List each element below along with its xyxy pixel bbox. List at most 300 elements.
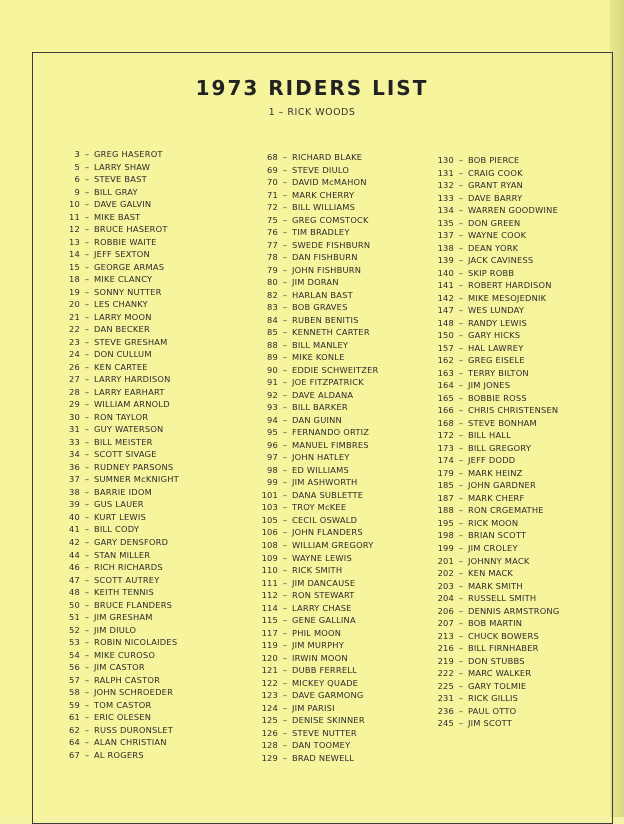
rider-name: DENISE SKINNER [292, 715, 365, 726]
dash-separator: – [84, 737, 90, 748]
rider-name: ERIC OLESEN [94, 712, 152, 723]
rider-row [48, 261, 218, 274]
rider-name: STAN MILLER [94, 549, 151, 560]
rider-number: 101 [261, 489, 278, 500]
rider-name: JIM JONES [468, 380, 511, 391]
rider-name: GARY TOLMIE [468, 680, 527, 691]
rider-number: 10 [69, 199, 80, 210]
rider-name: BRUCE HASEROT [94, 224, 168, 235]
rider-row [256, 389, 431, 402]
rider-number: 56 [69, 662, 80, 673]
dash-separator: – [282, 177, 288, 188]
rider-row [428, 442, 608, 455]
rider-name: BILL GRAY [94, 186, 138, 197]
dash-separator: – [458, 392, 464, 403]
dash-separator: – [458, 630, 464, 641]
rider-number: 72 [267, 202, 278, 213]
rider-name: DAVE BARRY [468, 192, 523, 203]
rider-name: MIKE BAST [94, 211, 141, 222]
rider-row [256, 602, 431, 615]
rider-row [48, 736, 218, 749]
riders-column-1 [48, 148, 218, 761]
rider-name: DAN TOOMEY [292, 740, 351, 751]
rider-number: 40 [69, 511, 80, 522]
rider-name: ROBERT HARDISON [468, 280, 552, 291]
rider-number: 195 [437, 517, 454, 528]
rider-number: 122 [261, 677, 278, 688]
rider-number: 139 [437, 255, 454, 266]
rider-row [428, 630, 608, 643]
rider-name: BILL HALL [468, 430, 511, 441]
rider-number: 36 [69, 461, 80, 472]
rider-name: TIM BRADLEY [292, 227, 350, 238]
rider-row [48, 386, 218, 399]
rider-name: RICK GILLIS [468, 693, 519, 704]
rider-name: IRWIN MOON [292, 652, 348, 663]
dash-separator: – [458, 705, 464, 716]
rider-number: 110 [261, 565, 278, 576]
rider-row [48, 498, 218, 511]
rider-number: 168 [437, 417, 454, 428]
dash-separator: – [282, 740, 288, 751]
dash-separator: – [282, 715, 288, 726]
dash-separator: – [84, 524, 90, 535]
dash-separator: – [282, 527, 288, 538]
rider-number: 26 [69, 361, 80, 372]
dash-separator: – [282, 552, 288, 563]
rider-number: 201 [437, 555, 454, 566]
rider-row [428, 617, 608, 630]
rider-number: 213 [437, 630, 454, 641]
rider-name: LARRY SHAW [94, 161, 151, 172]
rider-number: 22 [69, 324, 80, 335]
rider-name: JIM DIULO [94, 624, 137, 635]
rider-row [48, 373, 218, 386]
dash-separator: – [84, 474, 90, 485]
rider-row [48, 173, 218, 186]
rider-number: 28 [69, 386, 80, 397]
rider-number: 147 [437, 305, 454, 316]
rider-row [48, 223, 218, 236]
rider-number: 33 [69, 436, 80, 447]
rider-name: BOB GRAVES [292, 302, 348, 313]
rider-row [428, 179, 608, 192]
rider-row [256, 364, 431, 377]
page-subtitle: 1 – RICK WOODS [268, 107, 356, 118]
rider-number: 135 [437, 217, 454, 228]
rider-number: 21 [69, 311, 80, 322]
dash-separator: – [84, 499, 90, 510]
rider-name: BRIAN SCOTT [468, 530, 527, 541]
rider-number: 85 [267, 327, 278, 338]
rider-number: 71 [267, 189, 278, 200]
dash-separator: – [282, 640, 288, 651]
dash-separator: – [458, 517, 464, 528]
rider-name: DEAN YORK [468, 242, 519, 253]
rider-name: RICHARD BLAKE [292, 152, 363, 162]
rider-row [428, 404, 608, 417]
dash-separator: – [84, 486, 90, 497]
rider-row [48, 574, 218, 587]
dash-separator: – [84, 186, 90, 197]
dash-separator: – [282, 164, 288, 175]
rider-row [428, 392, 608, 405]
dash-separator: – [458, 492, 464, 503]
rider-name: JIM DORAN [292, 277, 339, 288]
rider-number: 93 [267, 402, 278, 413]
rider-number: 39 [69, 499, 80, 510]
rider-row [428, 705, 608, 718]
rider-name: STEVE NUTTER [292, 727, 357, 738]
dash-separator: – [458, 405, 464, 416]
rider-name: TERRY BILTON [468, 367, 529, 378]
rider-number: 140 [437, 267, 454, 278]
rider-number: 27 [69, 374, 80, 385]
rider-number: 11 [69, 211, 80, 222]
rider-name: JIM CASTOR [94, 662, 145, 673]
dash-separator: – [282, 727, 288, 738]
rider-number: 53 [69, 637, 80, 648]
rider-name: LARRY HARDISON [94, 374, 171, 385]
dash-separator: – [458, 192, 464, 203]
rider-name: CECIL OSWALD [292, 514, 358, 525]
rider-number: 52 [69, 624, 80, 635]
dash-separator: – [458, 480, 464, 491]
rider-row [256, 689, 431, 702]
rider-number: 174 [437, 455, 454, 466]
rider-row [428, 292, 608, 305]
dash-separator: – [282, 539, 288, 550]
rider-name: DAN BECKER [94, 324, 150, 335]
rider-number: 62 [69, 724, 80, 735]
rider-name: ED WILLIAMS [292, 464, 349, 475]
rider-number: 69 [267, 164, 278, 175]
rider-name: SCOTT SIVAGE [94, 449, 157, 460]
dash-separator: – [282, 477, 288, 488]
rider-row [428, 479, 608, 492]
rider-number: 187 [437, 492, 454, 503]
dash-separator: – [458, 455, 464, 466]
rider-number: 114 [261, 602, 278, 613]
dash-separator: – [458, 355, 464, 366]
dash-separator: – [282, 364, 288, 375]
rider-row [48, 211, 218, 224]
rider-number: 48 [69, 587, 80, 598]
dash-separator: – [282, 264, 288, 275]
rider-number: 130 [437, 155, 454, 165]
rider-name: CHUCK BOWERS [468, 630, 539, 641]
rider-row [428, 667, 608, 680]
rider-name: DAVE GARMONG [292, 690, 364, 701]
rider-name: DAVE GALVIN [94, 199, 152, 210]
rider-row [256, 727, 431, 740]
rider-row [48, 486, 218, 499]
riders-column-2 [256, 151, 431, 764]
rider-number: 133 [437, 192, 454, 203]
rider-name: BILL FIRNHABER [468, 643, 539, 654]
rider-number: 68 [267, 152, 278, 162]
rider-number: 79 [267, 264, 278, 275]
rider-row [428, 655, 608, 668]
rider-number: 128 [261, 740, 278, 751]
rider-number: 18 [69, 274, 80, 285]
rider-name: LARRY EARHART [94, 386, 165, 397]
rider-row [428, 517, 608, 530]
rider-number: 123 [261, 690, 278, 701]
rider-name: JOHN FISHBURN [292, 264, 362, 275]
rider-number: 47 [69, 574, 80, 585]
rider-number: 77 [267, 239, 278, 250]
rider-name: DAN FISHBURN [292, 252, 358, 263]
dash-separator: – [458, 555, 464, 566]
rider-number: 96 [267, 439, 278, 450]
rider-number: 44 [69, 549, 80, 560]
rider-number: 12 [69, 224, 80, 235]
rider-row [48, 286, 218, 299]
dash-separator: – [282, 239, 288, 250]
rider-name: GRANT RYAN [468, 180, 523, 191]
dash-separator: – [84, 724, 90, 735]
rider-number: 166 [437, 405, 454, 416]
rider-number: 125 [261, 715, 278, 726]
rider-name: DAVID McMAHON [292, 177, 367, 188]
dash-separator: – [458, 380, 464, 391]
rider-number: 5 [74, 161, 80, 172]
rider-row [48, 511, 218, 524]
dash-separator: – [84, 199, 90, 210]
rider-number: 126 [261, 727, 278, 738]
rider-name: EDDIE SCHWEITZER [292, 364, 379, 375]
rider-row [48, 336, 218, 349]
rider-number: 38 [69, 486, 80, 497]
rider-row [428, 192, 608, 205]
dash-separator: – [282, 652, 288, 663]
rider-name: DAVE ALDANA [292, 389, 354, 400]
dash-separator: – [282, 464, 288, 475]
dash-separator: – [84, 424, 90, 435]
page-title: 1973 RIDERS LIST [195, 76, 429, 100]
rider-row [428, 342, 608, 355]
rider-number: 207 [437, 618, 454, 629]
rider-name: JOHN HATLEY [292, 452, 350, 463]
rider-name: KEN MACK [468, 568, 514, 579]
dash-separator: – [458, 718, 464, 729]
dash-separator: – [84, 461, 90, 472]
rider-row [48, 649, 218, 662]
rider-row [48, 448, 218, 461]
rider-name: ROBBIE WAITE [94, 236, 157, 247]
rider-name: BILL MANLEY [292, 339, 349, 350]
dash-separator: – [282, 339, 288, 350]
rider-name: KURT LEWIS [94, 511, 146, 522]
rider-name: LARRY MOON [94, 311, 152, 322]
rider-row [428, 229, 608, 242]
dash-separator: – [458, 180, 464, 191]
rider-number: 105 [261, 514, 278, 525]
rider-name: MICKEY QUADE [292, 677, 359, 688]
rider-row [256, 376, 431, 389]
rider-row [48, 661, 218, 674]
rider-row [48, 361, 218, 374]
rider-name: RICH RICHARDS [94, 562, 163, 573]
dash-separator: – [458, 605, 464, 616]
rider-number: 115 [261, 615, 278, 626]
rider-number: 80 [267, 277, 278, 288]
rider-name: STEVE BONHAM [468, 417, 537, 428]
dash-separator: – [84, 511, 90, 522]
rider-name: MARC WALKER [468, 668, 532, 679]
dash-separator: – [458, 580, 464, 591]
rider-row [48, 248, 218, 261]
rider-number: 131 [437, 167, 454, 178]
rider-name: WES LUNDAY [468, 305, 525, 316]
rider-name: RALPH CASTOR [94, 674, 161, 685]
rider-row [428, 680, 608, 693]
rider-number: 76 [267, 227, 278, 238]
rider-row [256, 326, 431, 339]
rider-row [256, 489, 431, 502]
dash-separator: – [84, 411, 90, 422]
rider-number: 84 [267, 314, 278, 325]
rider-row [256, 251, 431, 264]
rider-row [48, 198, 218, 211]
dash-separator: – [84, 549, 90, 560]
rider-number: 112 [261, 590, 278, 601]
rider-number: 121 [261, 665, 278, 676]
dash-separator: – [84, 261, 90, 272]
rider-number: 188 [437, 505, 454, 516]
rider-name: RUSSELL SMITH [468, 593, 537, 604]
rider-number: 157 [437, 342, 454, 353]
rider-number: 106 [261, 527, 278, 538]
rider-number: 162 [437, 355, 454, 366]
rider-number: 70 [267, 177, 278, 188]
rider-number: 179 [437, 467, 454, 478]
dash-separator: – [282, 289, 288, 300]
rider-row [256, 664, 431, 677]
rider-name: MARK CHERRY [292, 189, 355, 200]
rider-row [428, 467, 608, 480]
rider-number: 58 [69, 687, 80, 698]
rider-number: 30 [69, 411, 80, 422]
dash-separator: – [458, 230, 464, 241]
dash-separator: – [84, 224, 90, 235]
rider-name: RUBEN BENITIS [292, 314, 359, 325]
rider-row [428, 367, 608, 380]
rider-name: JACK CAVINESS [468, 255, 534, 266]
rider-row [48, 161, 218, 174]
rider-number: 150 [437, 330, 454, 341]
rider-row [256, 214, 431, 227]
rider-row [256, 301, 431, 314]
rider-number: 67 [69, 749, 80, 760]
rider-row [428, 504, 608, 517]
rider-name: KENNETH CARTER [292, 327, 370, 338]
dash-separator: – [84, 449, 90, 460]
rider-name: BILL MEISTER [94, 436, 153, 447]
rider-row [256, 702, 431, 715]
rider-number: 165 [437, 392, 454, 403]
rider-row [48, 611, 218, 624]
dash-separator: – [282, 577, 288, 588]
rider-row [48, 586, 218, 599]
rider-name: BOB MARTIN [468, 618, 523, 629]
rider-name: BARRIE IDOM [94, 486, 152, 497]
dash-separator: – [458, 280, 464, 291]
rider-number: 37 [69, 474, 80, 485]
rider-number: 129 [261, 752, 278, 763]
dash-separator: – [84, 361, 90, 372]
rider-number: 172 [437, 430, 454, 441]
rider-number: 51 [69, 612, 80, 623]
rider-name: WARREN GOODWINE [468, 205, 559, 216]
rider-name: GREG COMSTOCK [292, 214, 369, 225]
dash-separator: – [84, 536, 90, 547]
rider-name: GUS LAUER [94, 499, 144, 510]
dash-separator: – [84, 637, 90, 648]
rider-name: MIKE CLANCY [94, 274, 153, 285]
rider-name: DUBB FERRELL [292, 665, 357, 676]
rider-row [256, 164, 431, 177]
rider-row [428, 354, 608, 367]
rider-row [256, 451, 431, 464]
dash-separator: – [84, 211, 90, 222]
rider-row [428, 692, 608, 705]
dash-separator: – [84, 612, 90, 623]
dash-separator: – [282, 427, 288, 438]
rider-number: 137 [437, 230, 454, 241]
rider-number: 222 [437, 668, 454, 679]
rider-name: WAYNE LEWIS [292, 552, 352, 563]
rider-number: 94 [267, 414, 278, 425]
rider-name: JIM CROLEY [468, 542, 518, 553]
rider-row [428, 454, 608, 467]
rider-name: RUDNEY PARSONS [94, 461, 174, 472]
rider-row [428, 317, 608, 330]
rider-row [48, 536, 218, 549]
rider-number: 119 [261, 640, 278, 651]
rider-name: WILLIAM ARNOLD [94, 399, 170, 410]
dash-separator: – [282, 439, 288, 450]
dash-separator: – [84, 599, 90, 610]
dash-separator: – [84, 386, 90, 397]
rider-row [48, 436, 218, 449]
dash-separator: – [458, 442, 464, 453]
rider-number: 41 [69, 524, 80, 535]
dash-separator: – [458, 317, 464, 328]
rider-row [48, 148, 218, 161]
rider-number: 89 [267, 352, 278, 363]
rider-row [256, 151, 431, 164]
dash-separator: – [84, 311, 90, 322]
dash-separator: – [458, 167, 464, 178]
rider-number: 64 [69, 737, 80, 748]
rider-row [256, 589, 431, 602]
rider-row [428, 279, 608, 292]
dash-separator: – [84, 249, 90, 260]
rider-row [48, 298, 218, 311]
dash-separator: – [458, 542, 464, 553]
rider-number: 97 [267, 452, 278, 463]
rider-row [256, 752, 431, 765]
rider-number: 141 [437, 280, 454, 291]
rider-name: AL ROGERS [94, 749, 144, 760]
rider-name: MANUEL FIMBRES [292, 439, 369, 450]
rider-row [48, 461, 218, 474]
rider-row [256, 552, 431, 565]
dash-separator: – [84, 399, 90, 410]
dash-separator: – [84, 574, 90, 585]
